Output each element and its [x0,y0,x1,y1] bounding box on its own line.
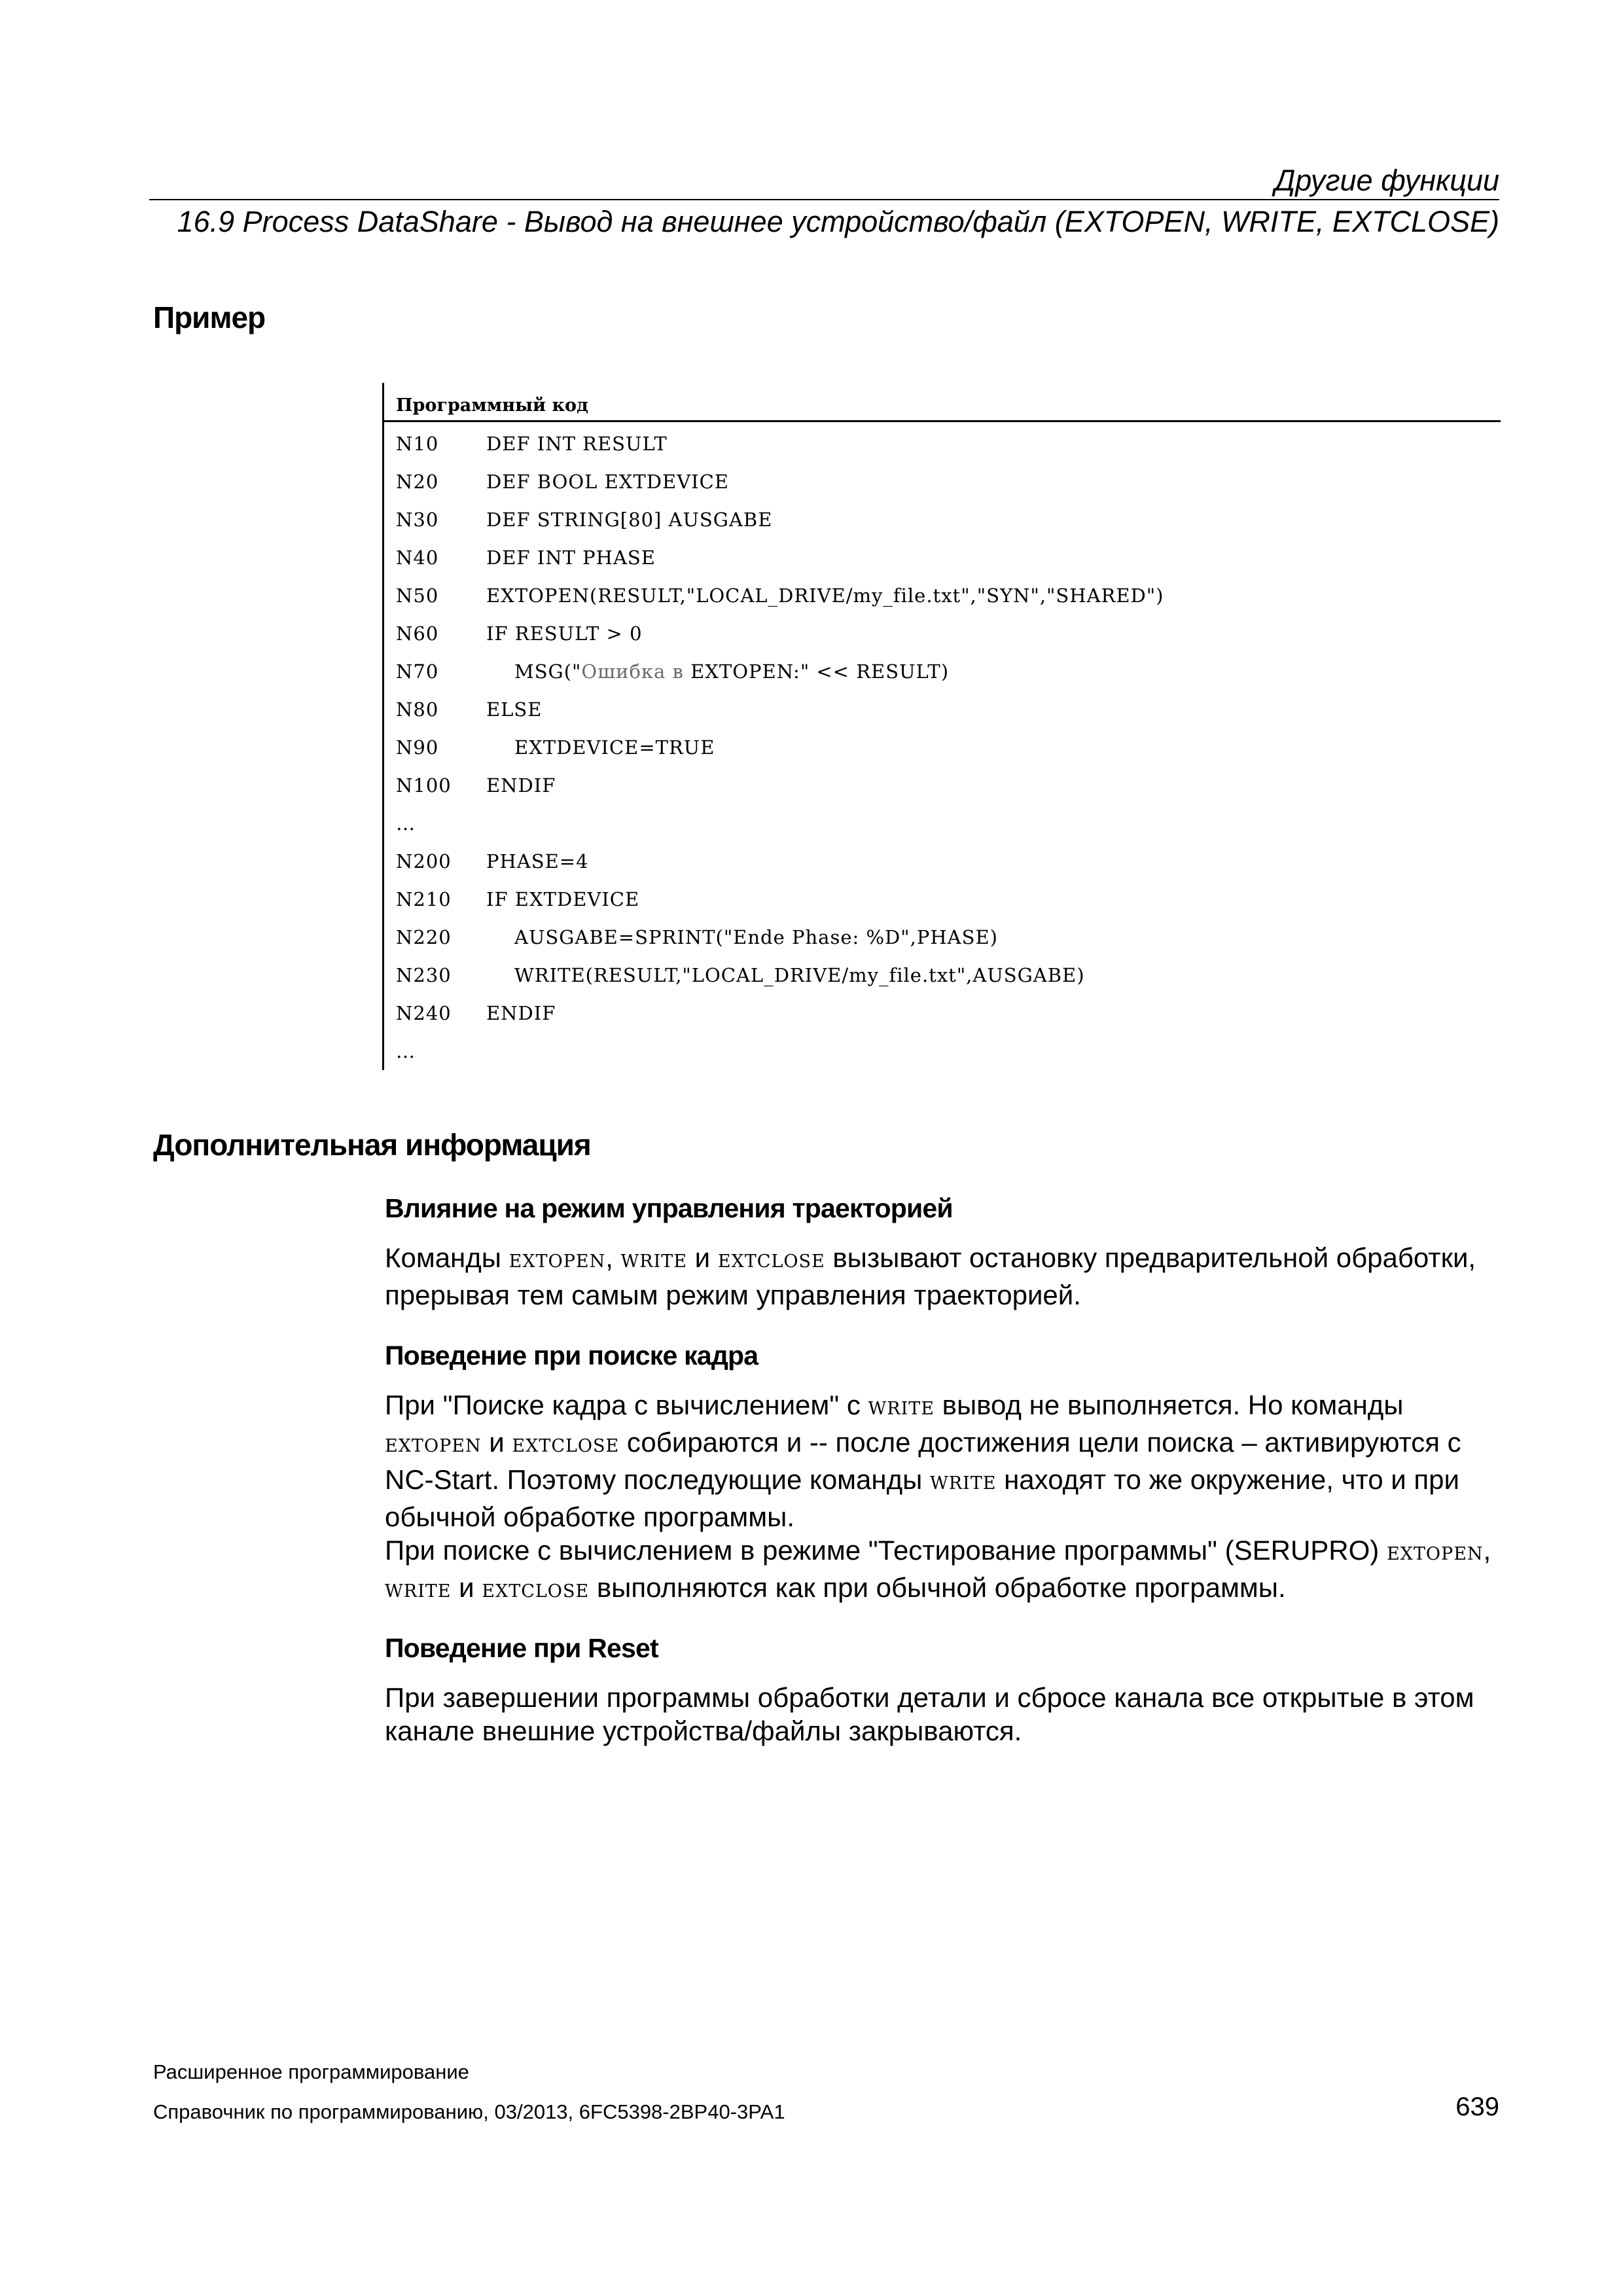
code-keyword: EXTCLOSE [482,1581,590,1602]
line-number: N240 [396,1002,452,1024]
line-number: N10 [396,433,439,455]
line-number: N200 [396,850,452,872]
page-number: 639 [1455,2092,1499,2121]
line-number: N60 [396,622,439,645]
code-text: ELSE [486,698,543,721]
footer-reference: Справочник по программированию, 03/2013, 6FC5398-2BP40-3PA1 [153,2100,785,2123]
line-number: N50 [396,584,439,607]
running-header-chapter: Другие функции [1274,164,1499,197]
line-number: N90 [396,736,439,759]
footer-book-title: Расширенное программирование [153,2060,469,2083]
paragraph-reset: При завершении программы обработки детали и сбросе канала все открытые в этом канале внешние устройства/файлы закрываются. [385,1682,1474,1746]
example-heading: Пример [153,300,266,334]
paragraph-path-control: Команды EXTOPEN, WRITE и EXTCLOSE вызывают остановку предварительной обработки, прерывая тем самым режим управления траекторией. [385,1242,1476,1310]
code-keyword: WRITE [929,1473,997,1494]
ellipsis: … [396,812,416,834]
code-keyword: WRITE [620,1251,688,1272]
paragraph-block-search-2: При поиске с вычислением в режиме "Тестирование программы" (SERUPRO) EXTOPEN, WRITE и EXTCLOSE выполняются как при обычной обработке программы. [385,1535,1491,1603]
code-keyword: EXTCLOSE [717,1251,825,1272]
code-line [396,698,543,736]
code-line [396,964,1085,1002]
code-line [396,1002,556,1040]
code-line [396,1040,423,1078]
subheading-path-control: Влияние на режим управления траекторией [385,1193,953,1223]
code-table-header-rule [384,420,1501,422]
line-number: N100 [396,774,452,797]
code-keyword: WRITE [385,1581,452,1602]
code-line [396,509,773,547]
header-rule [149,199,1499,200]
code-text: DEF BOOL EXTDEVICE [486,471,729,493]
code-table-header: Программный код [396,395,588,416]
code-line [396,547,656,584]
code-keyword: EXTOPEN [508,1251,606,1272]
code-text: ENDIF [486,1002,556,1024]
code-table [382,383,1501,1070]
code-keyword: EXTCLOSE [512,1436,620,1456]
code-text: DEF STRING[80] AUSGABE [486,509,773,531]
line-number: N210 [396,888,452,910]
code-text: MSG("Ошибка в EXTOPEN:" << RESULT) [514,660,950,683]
code-text: IF EXTDEVICE [486,888,640,910]
code-keyword: EXTOPEN [1386,1544,1484,1564]
code-line [396,888,640,926]
code-text: DEF INT RESULT [486,433,668,455]
code-line [396,433,668,471]
paragraph-block-search-1: При "Поиске кадра с вычислением" с WRITE вывод не выполняется. Но команды EXTOPEN и EXTCLOSE собираются и -- после достижения цели поиска – активируются с NC-Start. Поэтому последующие команды WRITE находят то же окружение, что и при обычной обработке программы. [385,1390,1461,1532]
line-number: N230 [396,964,452,986]
code-line [396,660,950,698]
code-text: IF RESULT > 0 [486,622,643,645]
line-number: N220 [396,926,452,948]
code-line [396,774,556,812]
line-number: N20 [396,471,439,493]
code-line [396,622,643,660]
code-text: AUSGABE=SPRINT("Ende Phase: %D",PHASE) [514,926,998,948]
code-line [396,812,423,850]
line-number: N70 [396,660,439,683]
line-number: N30 [396,509,439,531]
code-line [396,471,729,509]
code-text: WRITE(RESULT,"LOCAL_DRIVE/my_file.txt",AUSGABE) [514,964,1085,986]
running-header-section: 16.9 Process DataShare - Вывод на внешнее устройство/файл (EXTOPEN, WRITE, EXTCLOSE) [177,205,1499,238]
line-number: N80 [396,698,439,721]
code-text: PHASE=4 [486,850,589,872]
code-text: DEF INT PHASE [486,547,656,569]
code-text: EXTDEVICE=TRUE [514,736,715,759]
code-text: ENDIF [486,774,556,797]
line-number: N40 [396,547,439,569]
ellipsis: … [396,1040,416,1062]
subheading-block-search: Поведение при поиске кадра [385,1340,758,1371]
code-keyword: EXTOPEN [385,1436,482,1456]
code-line [396,736,715,774]
additional-info-heading: Дополнительная информация [153,1128,591,1162]
code-line [396,926,998,964]
code-keyword: WRITE [868,1399,935,1419]
subheading-reset: Поведение при Reset [385,1633,658,1663]
code-line [396,584,1164,622]
code-text: EXTOPEN(RESULT,"LOCAL_DRIVE/my_file.txt","SYN","SHARED") [486,584,1164,607]
code-line [396,850,589,888]
code-string-russian: Ошибка в [581,660,684,683]
